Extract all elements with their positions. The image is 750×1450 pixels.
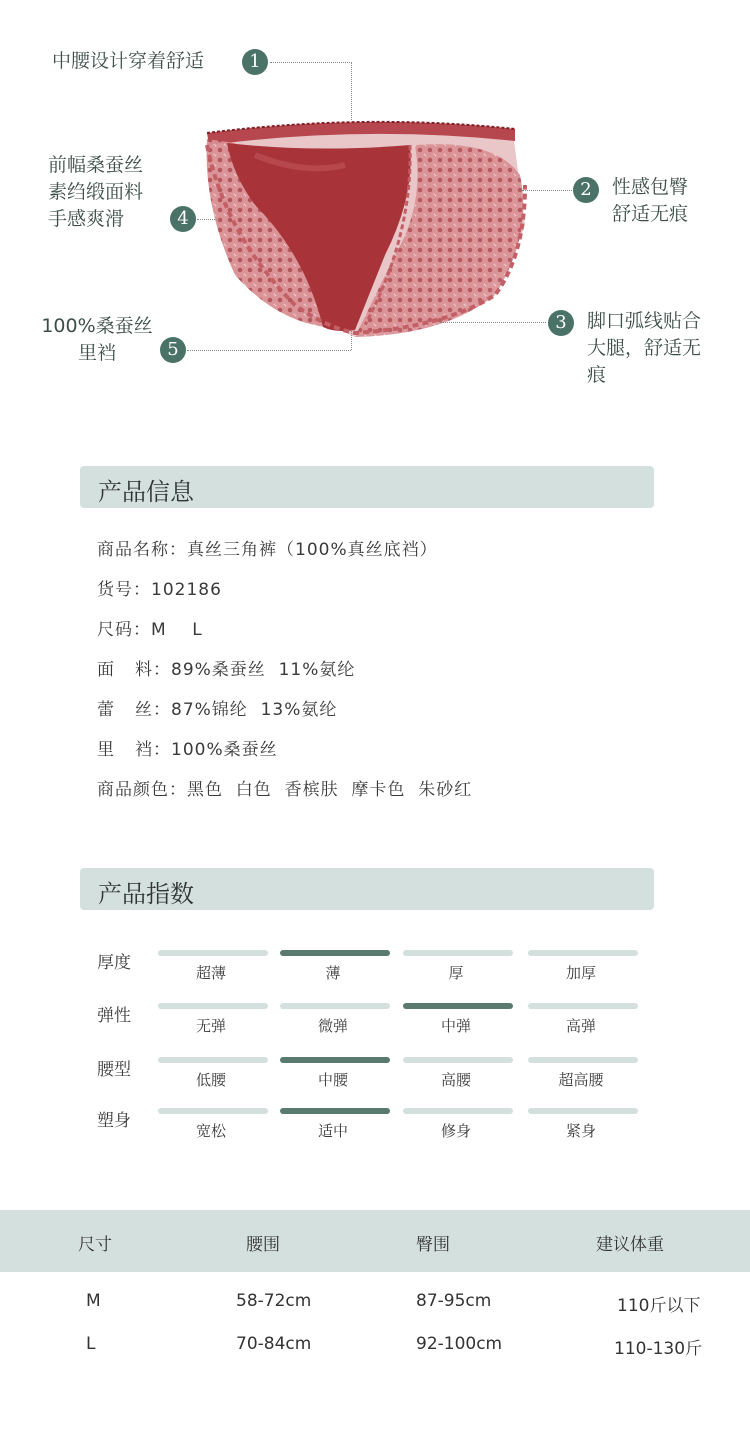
callout-4-leader xyxy=(197,219,219,220)
index-bar xyxy=(158,1108,268,1114)
index-label: 弹性 xyxy=(97,1006,131,1026)
index-option: 中弹 xyxy=(440,1017,471,1035)
callout-4-number: 4 xyxy=(170,206,196,232)
index-bar xyxy=(528,950,638,956)
index-bar xyxy=(528,1003,638,1009)
index-bar-active xyxy=(280,1057,390,1063)
callout-1-line: 中腰设计穿着舒适 xyxy=(52,50,205,72)
info-value: 真丝三角裤（100%真丝底裆） xyxy=(187,540,438,560)
size-cell: 70-84cm xyxy=(236,1334,312,1354)
size-cell: 110-130斤 xyxy=(614,1339,703,1359)
index-option: 微弹 xyxy=(317,1017,348,1035)
callout-4-line: 素绉缎面料 xyxy=(48,181,144,203)
callout-5-text xyxy=(36,313,158,367)
size-header-size: 尺寸 xyxy=(78,1235,112,1255)
briefs-illustration xyxy=(195,115,535,345)
index-option: 超薄 xyxy=(195,964,226,982)
index-bar-active xyxy=(280,950,390,956)
callout-2-leader xyxy=(522,190,572,191)
info-label: 里 xyxy=(97,740,115,760)
info-label: 丝： xyxy=(135,700,171,720)
callout-4-line: 手感爽滑 xyxy=(48,208,125,230)
callout-3-leader xyxy=(440,322,546,323)
section-title: 产品信息 xyxy=(98,478,194,506)
info-row-fabric xyxy=(97,655,355,680)
index-option: 修身 xyxy=(440,1122,471,1140)
callout-2-number: 2 xyxy=(573,177,599,203)
info-label: 尺码： xyxy=(97,620,151,640)
info-value: 100%桑蚕丝 xyxy=(171,740,278,760)
size-cell: L xyxy=(86,1334,96,1354)
index-option: 高腰 xyxy=(440,1071,471,1089)
callout-4-line: 前幅桑蚕丝 xyxy=(48,154,144,176)
index-option: 适中 xyxy=(317,1122,348,1140)
index-option: 宽松 xyxy=(195,1122,226,1140)
info-label: 蕾 xyxy=(97,700,115,720)
size-cell: 58-72cm xyxy=(236,1291,312,1311)
info-row-colors xyxy=(97,775,472,800)
info-value: 89%桑蚕丝 11%氨纶 xyxy=(171,660,356,680)
info-row-gusset xyxy=(97,735,278,760)
callout-1-leader-vertical xyxy=(351,62,352,120)
index-bar xyxy=(528,1057,638,1063)
index-option: 高弹 xyxy=(565,1017,596,1035)
index-option: 中腰 xyxy=(317,1071,348,1089)
index-option: 厚 xyxy=(448,964,464,982)
size-table-header xyxy=(0,1210,750,1272)
size-cell: 110斤以下 xyxy=(617,1296,701,1316)
index-bar xyxy=(280,1003,390,1009)
size-cell: 87-95cm xyxy=(416,1291,492,1311)
info-row-sku xyxy=(97,575,222,600)
callout-5-line: 里裆 xyxy=(77,342,116,364)
callout-2-text xyxy=(612,174,688,228)
index-bar xyxy=(403,1108,513,1114)
callout-5-leader-vertical xyxy=(351,330,352,350)
index-bar xyxy=(403,950,513,956)
product-info-header xyxy=(80,466,654,508)
index-option: 加厚 xyxy=(565,964,596,982)
index-bar xyxy=(158,950,268,956)
callout-2-line: 舒适无痕 xyxy=(612,203,689,225)
info-label: 商品颜色： xyxy=(97,780,187,800)
index-label: 塑身 xyxy=(97,1111,131,1131)
index-bar xyxy=(158,1003,268,1009)
section-title: 产品指数 xyxy=(98,880,194,908)
callout-5-line: 100%桑蚕丝 xyxy=(41,315,153,337)
callout-1-number: 1 xyxy=(242,49,268,75)
info-row-lace xyxy=(97,695,337,720)
info-row-size xyxy=(97,615,203,640)
index-label: 腰型 xyxy=(97,1060,131,1080)
index-label: 厚度 xyxy=(97,953,131,973)
info-value: 102186 xyxy=(151,580,222,600)
callout-3-line: 大腿，舒适无 xyxy=(587,337,702,359)
callout-3-line: 痕 xyxy=(587,364,607,386)
callout-3-text xyxy=(587,308,701,389)
info-row-name xyxy=(97,535,438,560)
index-option: 薄 xyxy=(325,964,341,982)
index-option: 无弹 xyxy=(195,1017,226,1035)
info-value: 87%锦纶 13%氨纶 xyxy=(171,700,338,720)
info-label: 货号： xyxy=(97,580,151,600)
index-bar-active xyxy=(403,1003,513,1009)
callout-3-line: 脚口弧线贴合 xyxy=(587,310,702,332)
product-index-header xyxy=(80,868,654,910)
info-label: 面 xyxy=(97,660,115,680)
size-header-weight: 建议体重 xyxy=(596,1235,664,1255)
index-option: 紧身 xyxy=(565,1122,596,1140)
callout-4-text xyxy=(48,152,143,233)
index-bar xyxy=(158,1057,268,1063)
info-value: 黑色 白色 香槟肤 摩卡色 朱砂红 xyxy=(187,780,473,800)
size-cell: M xyxy=(86,1291,101,1311)
info-label: 商品名称： xyxy=(97,540,187,560)
callout-3-number: 3 xyxy=(548,310,574,336)
size-cell: 92-100cm xyxy=(416,1334,503,1354)
index-bar xyxy=(403,1057,513,1063)
size-header-waist: 腰围 xyxy=(246,1235,280,1255)
index-option: 超高腰 xyxy=(558,1071,604,1089)
index-bar-active xyxy=(280,1108,390,1114)
callout-2-line: 性感包臀 xyxy=(612,176,689,198)
callout-5-leader xyxy=(187,350,351,351)
callout-5-number: 5 xyxy=(160,337,186,363)
callout-1-text xyxy=(52,48,204,75)
index-bar xyxy=(528,1108,638,1114)
size-header-hip: 臀围 xyxy=(416,1235,450,1255)
info-label: 裆： xyxy=(135,740,171,760)
callout-1-leader xyxy=(270,62,352,63)
product-hero xyxy=(0,0,750,420)
info-label: 料： xyxy=(135,660,171,680)
info-value: M L xyxy=(151,620,203,640)
index-option: 低腰 xyxy=(195,1071,226,1089)
